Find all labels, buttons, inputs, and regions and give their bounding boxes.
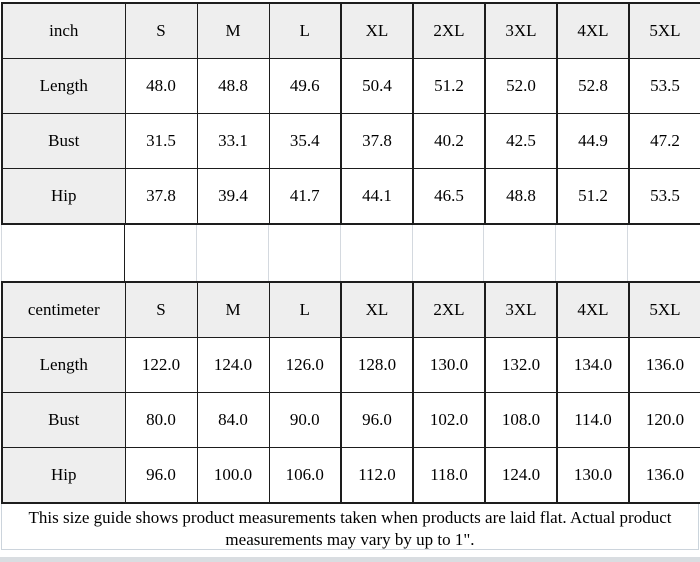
measurement-label-cell: Bust (2, 393, 125, 448)
measurement-value-cell: 96.0 (125, 448, 197, 504)
spacer-cell (269, 225, 341, 281)
measurement-value-cell: 100.0 (197, 448, 269, 504)
measurement-value-cell: 124.0 (485, 448, 557, 504)
measurement-value-cell: 124.0 (197, 338, 269, 393)
measurement-row (2, 448, 700, 504)
size-header-cell: L (269, 3, 341, 59)
measurement-value-cell: 126.0 (269, 338, 341, 393)
size-header-row (2, 3, 700, 59)
size-header-cell: M (197, 282, 269, 338)
measurement-value-cell: 118.0 (413, 448, 485, 504)
measurement-value-cell: 40.2 (413, 114, 485, 169)
measurement-value-cell: 48.8 (485, 169, 557, 225)
size-header-cell: 4XL (557, 3, 629, 59)
measurement-value-cell: 37.8 (341, 114, 413, 169)
measurement-row (2, 338, 700, 393)
spacer-cell (341, 225, 413, 281)
measurement-note: This size guide shows product measurements taken when products are laid flat. Actual product measurements may vary by up to 1". (1, 504, 699, 550)
size-header-cell: S (125, 282, 197, 338)
measurement-value-cell: 112.0 (341, 448, 413, 504)
size-header-cell: 2XL (413, 3, 485, 59)
measurement-value-cell: 48.8 (197, 59, 269, 114)
measurement-value-cell: 51.2 (413, 59, 485, 114)
size-header-cell: XL (341, 3, 413, 59)
size-header-cell: 5XL (629, 282, 700, 338)
size-header-cell: 5XL (629, 3, 700, 59)
measurement-value-cell: 114.0 (557, 393, 629, 448)
measurement-value-cell: 128.0 (341, 338, 413, 393)
measurement-value-cell: 130.0 (413, 338, 485, 393)
size-header-cell: 3XL (485, 3, 557, 59)
spacer-cell (628, 225, 700, 281)
measurement-value-cell: 49.6 (269, 59, 341, 114)
measurement-value-cell: 134.0 (557, 338, 629, 393)
measurement-value-cell: 136.0 (629, 338, 700, 393)
size-header-cell: 4XL (557, 282, 629, 338)
measurement-value-cell: 80.0 (125, 393, 197, 448)
measurement-value-cell: 96.0 (341, 393, 413, 448)
spacer-cell (484, 225, 556, 281)
measurement-value-cell: 136.0 (629, 448, 700, 504)
spacer-cell (413, 225, 485, 281)
measurement-value-cell: 52.8 (557, 59, 629, 114)
measurement-value-cell: 53.5 (629, 169, 700, 225)
measurement-value-cell: 44.9 (557, 114, 629, 169)
measurement-value-cell: 44.1 (341, 169, 413, 225)
size-header-row (2, 282, 700, 338)
bottom-edge-strip (0, 557, 700, 562)
measurement-row (2, 393, 700, 448)
measurement-value-cell: 53.5 (629, 59, 700, 114)
measurement-value-cell: 31.5 (125, 114, 197, 169)
measurement-value-cell: 130.0 (557, 448, 629, 504)
measurement-value-cell: 35.4 (269, 114, 341, 169)
size-header-cell: 3XL (485, 282, 557, 338)
size-header-cell: S (125, 3, 197, 59)
measurement-value-cell: 51.2 (557, 169, 629, 225)
spacer-cell (2, 225, 125, 281)
measurement-value-cell: 132.0 (485, 338, 557, 393)
measurement-value-cell: 108.0 (485, 393, 557, 448)
measurement-label-cell: Length (2, 338, 125, 393)
measurement-value-cell: 46.5 (413, 169, 485, 225)
measurement-value-cell: 37.8 (125, 169, 197, 225)
spacer-cell (125, 225, 197, 281)
measurement-row (2, 59, 700, 114)
spacer-row (1, 225, 700, 281)
measurement-label-cell: Length (2, 59, 125, 114)
measurement-value-cell: 84.0 (197, 393, 269, 448)
measurement-value-cell: 122.0 (125, 338, 197, 393)
measurement-row (2, 114, 700, 169)
measurement-value-cell: 41.7 (269, 169, 341, 225)
size-header-cell: XL (341, 282, 413, 338)
measurement-label-cell: Hip (2, 169, 125, 225)
measurement-row (2, 169, 700, 225)
inch-size-table (1, 2, 700, 225)
measurement-value-cell: 106.0 (269, 448, 341, 504)
measurement-label-cell: Bust (2, 114, 125, 169)
measurement-value-cell: 50.4 (341, 59, 413, 114)
measurement-label-cell: Hip (2, 448, 125, 504)
size-header-cell: L (269, 282, 341, 338)
measurement-value-cell: 52.0 (485, 59, 557, 114)
size-header-cell: 2XL (413, 282, 485, 338)
measurement-value-cell: 42.5 (485, 114, 557, 169)
spacer-cell (197, 225, 269, 281)
unit-header-cell: inch (2, 3, 125, 59)
measurement-value-cell: 90.0 (269, 393, 341, 448)
measurement-value-cell: 39.4 (197, 169, 269, 225)
measurement-value-cell: 33.1 (197, 114, 269, 169)
spacer-cell (556, 225, 628, 281)
centimeter-size-table (1, 281, 700, 504)
size-header-cell: M (197, 3, 269, 59)
measurement-value-cell: 102.0 (413, 393, 485, 448)
measurement-value-cell: 47.2 (629, 114, 700, 169)
measurement-value-cell: 48.0 (125, 59, 197, 114)
unit-header-cell: centimeter (2, 282, 125, 338)
measurement-value-cell: 120.0 (629, 393, 700, 448)
